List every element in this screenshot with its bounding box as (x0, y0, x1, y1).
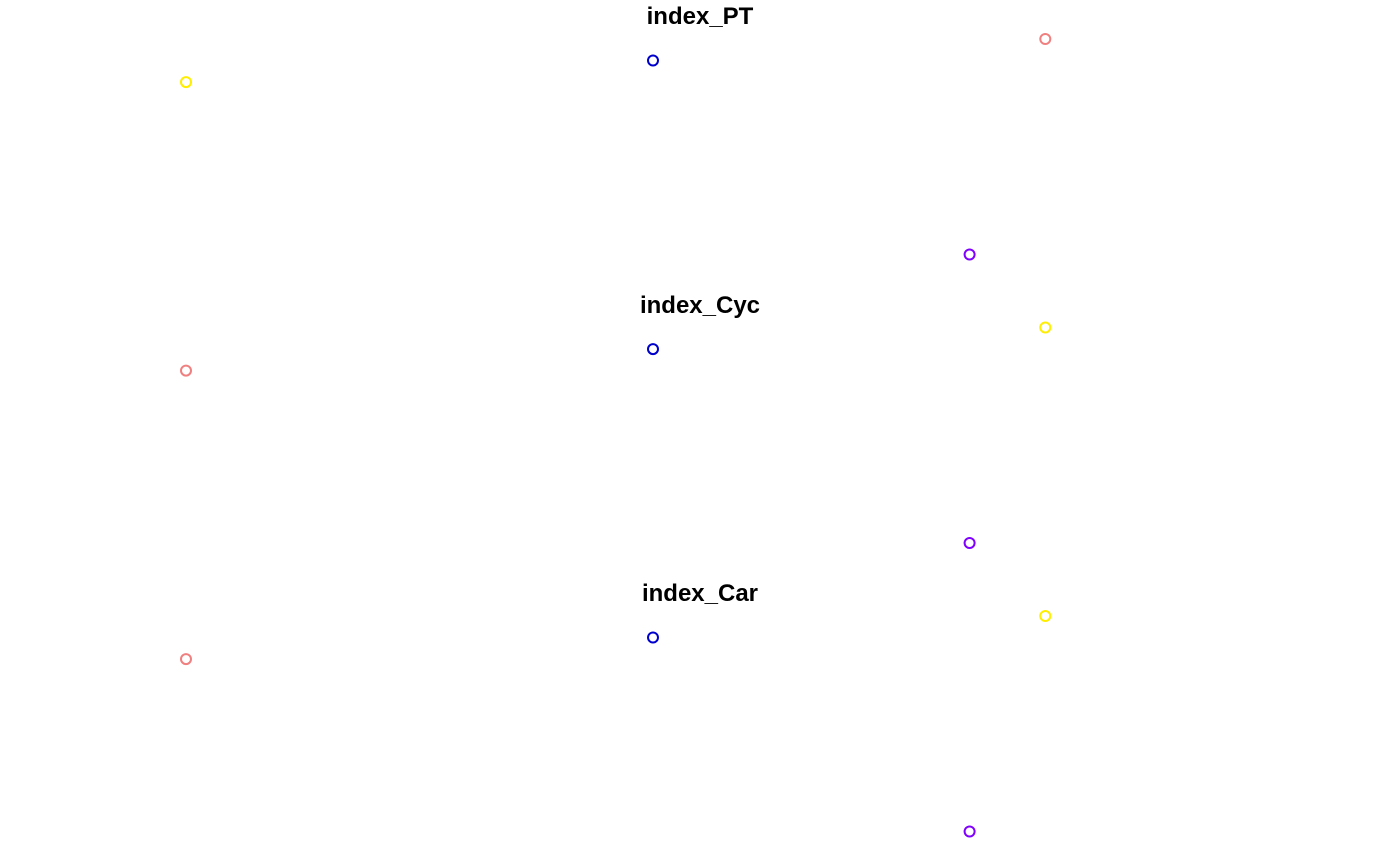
data-point (648, 56, 658, 66)
panel-index-cyc (181, 292, 1050, 548)
panel-points (181, 611, 1050, 837)
data-point (181, 366, 191, 376)
data-point (648, 344, 658, 354)
panel-title: index_Cyc (639, 292, 761, 319)
data-point (1040, 323, 1050, 333)
panel-points (181, 323, 1050, 549)
panel-index-car (181, 580, 1050, 837)
panel-title: index_Car (641, 580, 759, 607)
data-point (965, 538, 975, 548)
data-point (1040, 611, 1050, 621)
panel-title: index_PT (646, 3, 754, 30)
data-point (648, 633, 658, 643)
data-point (1040, 34, 1050, 44)
panel-points (181, 34, 1050, 260)
panel-index-pt (181, 3, 1050, 260)
data-point (965, 827, 975, 837)
data-point (181, 77, 191, 87)
data-point (181, 654, 191, 664)
data-point (965, 250, 975, 260)
